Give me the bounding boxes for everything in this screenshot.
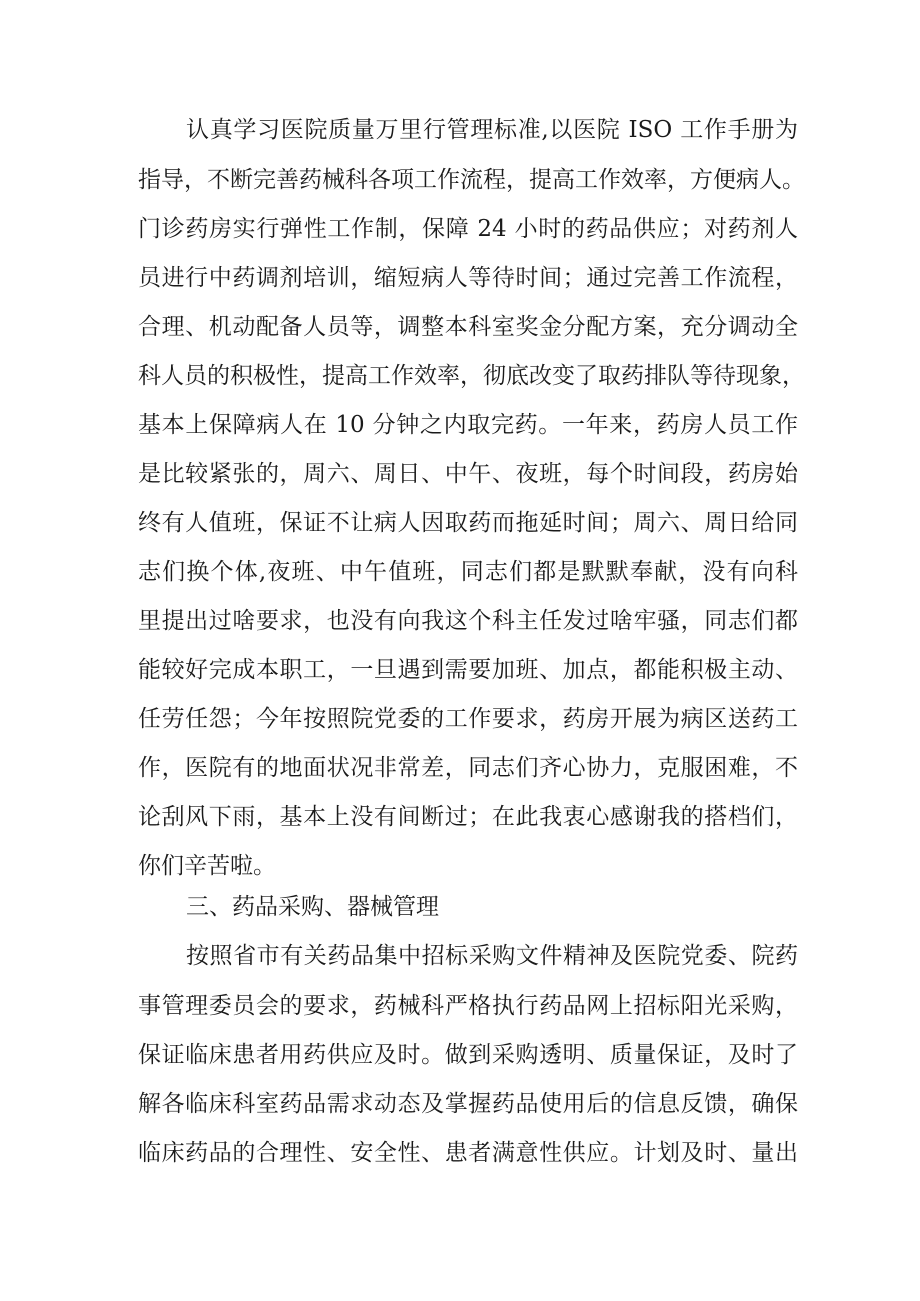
paragraph-line: 科人员的积极性，提高工作效率，彻底改变了取药排队等待现象， (138, 363, 805, 389)
paragraph-line: 指导，不断完善药械科各项工作流程，提高工作效率，方便病人。 (138, 167, 805, 193)
paragraph-line: 论刮风下雨，基本上没有间断过；在此我衷心感谢我的搭档们， (138, 804, 798, 830)
paragraph-line: 终有人值班，保证不让病人因取药而拖延时间；周六、周日给同 (138, 510, 798, 536)
paragraph-line: 按照省市有关药品集中招标采购文件精神及医院党委、院药 (186, 943, 798, 969)
paragraph-line: 门诊药房实行弹性工作制，保障 24 小时的药品供应；对药剂人 (138, 216, 798, 242)
paragraph-line: 志们换个体,夜班、中午值班，同志们都是默默奉献，没有向科 (138, 559, 798, 585)
paragraph-line: 事管理委员会的要求，药械科严格执行药品网上招标阳光采购， (138, 993, 798, 1019)
paragraph-line: 保证临床患者用药供应及时。做到采购透明、质量保证，及时了 (138, 1042, 798, 1068)
section-heading: 三、药品采购、器械管理 (186, 894, 439, 920)
paragraph-line: 作，医院有的地面状况非常差，同志们齐心协力，克服困难，不 (138, 755, 798, 781)
paragraph-line: 解各临床科室药品需求动态及掌握药品使用后的信息反馈，确保 (138, 1091, 798, 1117)
paragraph-line: 临床药品的合理性、安全性、患者满意性供应。计划及时、量出 (138, 1140, 798, 1166)
paragraph-line: 你们辛苦啦。 (138, 853, 276, 879)
paragraph-line: 能较好完成本职工，一旦遇到需要加班、加点，都能积极主动、 (138, 657, 798, 683)
paragraph-line: 员进行中药调剂培训，缩短病人等待时间；通过完善工作流程， (138, 265, 798, 291)
paragraph-line: 认真学习医院质量万里行管理标准,以医院 ISO 工作手册为 (186, 117, 798, 143)
paragraph-line: 基本上保障病人在 10 分钟之内取完药。一年来，药房人员工作 (138, 412, 798, 438)
paragraph-line: 是比较紧张的，周六、周日、中午、夜班，每个时间段，药房始 (138, 461, 798, 487)
paragraph-line: 里提出过啥要求，也没有向我这个科主任发过啥牢骚，同志们都 (138, 608, 798, 634)
paragraph-line: 合理、机动配备人员等，调整本科室奖金分配方案，充分调动全 (138, 314, 798, 340)
paragraph-line: 任劳任怨；今年按照院党委的工作要求，药房开展为病区送药工 (138, 706, 798, 732)
